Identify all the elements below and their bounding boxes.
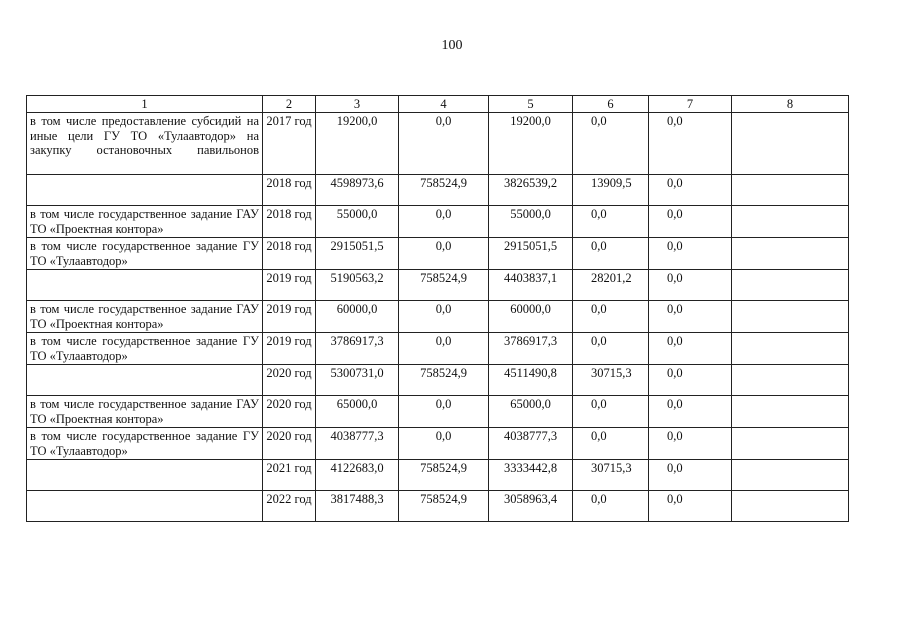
cell-other: 0,0 [649,428,732,460]
row-description: в том числе государственное задание ГАУ ТО «Проектная контора» [27,396,263,428]
column-header: 1 [27,96,263,113]
cell-local: 13909,5 [573,175,649,206]
row-description [27,365,263,396]
cell-note [732,175,849,206]
row-description [27,175,263,206]
cell-regional: 4038777,3 [489,428,573,460]
cell-other: 0,0 [649,460,732,491]
table-row [27,365,849,396]
cell-federal: 0,0 [399,333,489,365]
column-header: 5 [489,96,573,113]
table-row [27,301,849,333]
table-row [27,333,849,365]
column-header: 7 [649,96,732,113]
row-year: 2017 год [263,113,316,175]
row-year: 2018 год [263,175,316,206]
column-header: 6 [573,96,649,113]
row-description: в том числе государственное задание ГУ ТО «Тулаавтодор» [27,238,263,270]
cell-note [732,428,849,460]
row-year: 2020 год [263,365,316,396]
cell-local: 28201,2 [573,270,649,301]
row-year: 2018 год [263,238,316,270]
row-year: 2019 год [263,301,316,333]
cell-local: 0,0 [573,238,649,270]
cell-total: 19200,0 [316,113,399,175]
row-description [27,270,263,301]
cell-note [732,365,849,396]
cell-total: 55000,0 [316,206,399,238]
cell-federal: 0,0 [399,301,489,333]
row-year: 2019 год [263,270,316,301]
table-row [27,491,849,522]
table-row [27,175,849,206]
cell-federal: 758524,9 [399,491,489,522]
cell-other: 0,0 [649,333,732,365]
cell-note [732,491,849,522]
cell-federal: 0,0 [399,113,489,175]
cell-local: 0,0 [573,491,649,522]
cell-federal: 0,0 [399,238,489,270]
cell-other: 0,0 [649,491,732,522]
column-header: 8 [732,96,849,113]
cell-regional: 2915051,5 [489,238,573,270]
budget-table [26,95,849,522]
cell-local: 0,0 [573,206,649,238]
cell-total: 60000,0 [316,301,399,333]
row-year: 2018 год [263,206,316,238]
row-year: 2019 год [263,333,316,365]
cell-regional: 65000,0 [489,396,573,428]
cell-regional: 19200,0 [489,113,573,175]
page-number: 100 [441,38,463,53]
column-header: 2 [263,96,316,113]
cell-other: 0,0 [649,270,732,301]
cell-other: 0,0 [649,396,732,428]
cell-local: 0,0 [573,428,649,460]
cell-local: 0,0 [573,333,649,365]
table-row [27,270,849,301]
cell-local: 0,0 [573,301,649,333]
cell-note [732,460,849,491]
table-row [27,460,849,491]
row-year: 2020 год [263,396,316,428]
cell-note [732,396,849,428]
table-row [27,113,849,175]
row-description: в том числе государственное задание ГАУ ТО «Проектная контора» [27,301,263,333]
cell-regional: 60000,0 [489,301,573,333]
cell-total: 5300731,0 [316,365,399,396]
cell-note [732,270,849,301]
cell-other: 0,0 [649,206,732,238]
cell-total: 5190563,2 [316,270,399,301]
table-row [27,396,849,428]
cell-regional: 3786917,3 [489,333,573,365]
cell-federal: 0,0 [399,206,489,238]
row-description [27,460,263,491]
cell-other: 0,0 [649,175,732,206]
table-row [27,428,849,460]
cell-total: 3786917,3 [316,333,399,365]
cell-regional: 3826539,2 [489,175,573,206]
row-year: 2022 год [263,491,316,522]
row-description [27,491,263,522]
cell-regional: 4511490,8 [489,365,573,396]
cell-total: 4038777,3 [316,428,399,460]
cell-total: 3817488,3 [316,491,399,522]
cell-total: 65000,0 [316,396,399,428]
cell-federal: 0,0 [399,428,489,460]
row-year: 2020 год [263,428,316,460]
cell-regional: 4403837,1 [489,270,573,301]
cell-note [732,113,849,175]
cell-total: 4598973,6 [316,175,399,206]
cell-local: 30715,3 [573,460,649,491]
row-year: 2021 год [263,460,316,491]
cell-federal: 758524,9 [399,460,489,491]
cell-local: 0,0 [573,396,649,428]
cell-regional: 3333442,8 [489,460,573,491]
cell-total: 4122683,0 [316,460,399,491]
cell-regional: 55000,0 [489,206,573,238]
cell-total: 2915051,5 [316,238,399,270]
column-header: 4 [399,96,489,113]
cell-note [732,333,849,365]
row-description: в том числе государственное задание ГУ ТО «Тулаавтодор» [27,333,263,365]
row-description: в том числе государственное задание ГАУ ТО «Проектная контора» [27,206,263,238]
cell-note [732,206,849,238]
cell-federal: 758524,9 [399,270,489,301]
cell-note [732,301,849,333]
cell-note [732,238,849,270]
cell-other: 0,0 [649,113,732,175]
cell-other: 0,0 [649,238,732,270]
cell-regional: 3058963,4 [489,491,573,522]
cell-federal: 758524,9 [399,365,489,396]
table-row [27,206,849,238]
table-header-row [27,96,849,113]
cell-federal: 0,0 [399,396,489,428]
cell-other: 0,0 [649,301,732,333]
row-description: в том числе предоставление субсидий на иные цели ГУ ТО «Тулаавтодор» на закупку остановочных павильонов [27,113,263,175]
cell-local: 30715,3 [573,365,649,396]
column-header: 3 [316,96,399,113]
row-description: в том числе государственное задание ГУ ТО «Тулаавтодор» [27,428,263,460]
cell-federal: 758524,9 [399,175,489,206]
cell-other: 0,0 [649,365,732,396]
cell-local: 0,0 [573,113,649,175]
table-row [27,238,849,270]
